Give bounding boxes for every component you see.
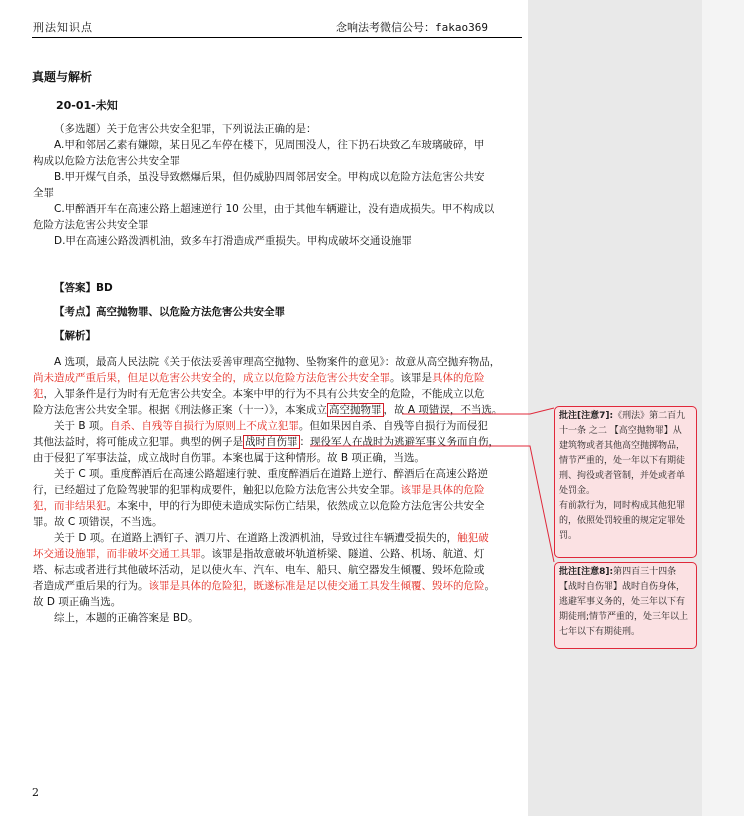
header-right-wechat: 念响法考微信公号：fakao369 (336, 21, 488, 34)
comment-2-line-1 (559, 565, 692, 580)
plain-text: 。但如果因自杀、自残等自损行为而侵犯 (298, 420, 488, 432)
analysis-c-line-4: 罪。故 C 项错误，不当选。 (33, 516, 163, 528)
analysis-d-line-3: 塔、标志或者进行其他破坏活动，足以使火车、汽车、电车、船只、航空器发生倾覆、毁坏危险或 (33, 564, 485, 576)
question-option-a-cont: 构成以危险方法危害公共安全罪 (33, 155, 180, 167)
page-number: 2 (32, 786, 39, 799)
plain-text: ，入罪条件是行为时有无危害公共安全。本案中甲的行为不具有公共安全的危险，不能成立以危 (43, 388, 485, 400)
red-text: 触犯破 (457, 532, 489, 544)
comment-1-line: 的，依照处罚较重的规定定罪处 (559, 516, 686, 526)
section-title: 真题与解析 (32, 70, 93, 84)
question-option-c: C.甲醉酒开车在高速公路上超速逆行 10 公里，由于其他车辆避让，没有造成损失。甲不构成以 (54, 203, 495, 215)
plain-text: 行，已经超过了危险驾驶罪的犯罪构成要件，触犯以危险方法危害公共安全罪。 (33, 484, 401, 496)
question-option-b: B.甲开煤气自杀，虽没导致燃爆后果，但仍威胁四周邻居安全。甲构成以危险方法危害公共安 (54, 171, 485, 183)
comment-1-line: 有前款行为，同时构成其他犯罪 (559, 501, 686, 511)
comment-anchor-high-altitude[interactable]: 高空抛物罪 (329, 404, 382, 416)
comment-1-line: 建筑物或者其他高空抛掷物品， (559, 441, 686, 451)
plain-text: 关于 B 项。 (54, 420, 110, 432)
comment-2-line: 逃避军事义务的，处三年以下有 (559, 597, 686, 607)
analysis-conclusion: 综上，本题的正确答案是 BD。 (54, 612, 199, 624)
red-text: 犯，而非结果犯 (33, 500, 107, 512)
red-text: 坏交通设施罪，而非破坏交通工具罪 (33, 548, 201, 560)
comment-1-line: 处罚金。 (559, 486, 596, 496)
red-text: 该罪是具体的危险 (400, 484, 485, 496)
comment-2-text: 第四百三十四条 (613, 567, 677, 577)
analysis-a-line-1: A 选项，最高人民法院《关于依法妥善审理高空抛物、坠物案件的意见》：故意从高空抛弃物品， (54, 356, 501, 368)
plain-text: ，故 A 项错误，不当选。 (383, 404, 503, 416)
plain-text: 险方法危害公共安全罪。根据《刑法修正案（十一）》，本案成立 (33, 404, 327, 416)
analysis-label: 【解析】 (54, 330, 96, 342)
analysis-b-line-3: 由于侵犯了军事法益，成立战时自伤罪。本案也属于这种情形。故 B 项正确，当选。 (33, 452, 425, 464)
comment-1-label: 批注[注意7]: (559, 411, 614, 421)
question-option-b-cont: 全罪 (33, 187, 54, 199)
header-rule (32, 37, 522, 38)
analysis-b-line-2 (33, 434, 523, 450)
comment-2-line: 【战时自伤罪】战时自伤身体， (559, 582, 686, 592)
comment-1-line-1 (559, 409, 692, 424)
plain-text: 。该罪是指故意破坏轨道桥梁、隧道、公路、机场、航道、灯 (201, 548, 485, 560)
analysis-block (33, 354, 523, 626)
analysis-label-block (33, 328, 523, 344)
point-block (33, 304, 523, 320)
comment-1-line: 罚。 (559, 531, 578, 541)
comment-1-line: 情节严重的，处一年以下有期徒 (559, 456, 686, 466)
header-left-title: 刑法知识点 (33, 21, 93, 34)
analysis-a-line-3 (33, 386, 523, 402)
comment-box-1[interactable] (554, 406, 697, 558)
red-text: 该罪是具体的危险犯，既遂标准是足以使交通工具发生倾覆、毁坏的危险 (148, 580, 485, 592)
question-option-c-cont: 危险方法危害公共安全罪 (33, 219, 149, 231)
analysis-d-line-1 (33, 530, 523, 546)
analysis-d-line-4 (33, 578, 523, 594)
plain-text: 。该罪是 (390, 372, 432, 384)
plain-text: 。 (484, 580, 495, 592)
plain-text: 关于 D 项。在道路上洒钉子、洒刀片、在道路上泼洒机油，导致过往车辆遭受损失的， (54, 532, 458, 544)
analysis-d-line-2 (33, 546, 523, 562)
comment-2-line: 七年以下有期徒刑。 (559, 627, 641, 637)
answer-line: 【答案】BD (54, 282, 113, 294)
question-option-a: A.甲和邻居乙素有嫌隙，某日见乙车停在楼下，见周围没人，往下扔石块致乙车玻璃破碎，甲 (54, 139, 485, 151)
red-text: 具体的危险 (432, 372, 485, 384)
red-text: 犯 (33, 388, 44, 400)
analysis-b-line-1 (33, 418, 523, 434)
analysis-a-line-2 (33, 370, 523, 386)
comment-2-line: 期徒刑;情节严重的，处三年以上 (559, 612, 689, 622)
plain-text: 。本案中，甲的行为即使未造成实际伤亡结果，依然成立以危险方法危害公共安全 (106, 500, 485, 512)
comment-1-text: 《刑法》第二百九 (613, 411, 686, 421)
answer-block (33, 280, 523, 296)
comment-box-2[interactable] (554, 562, 697, 649)
question-block (33, 121, 523, 249)
plain-text: ：现役军人在战时为逃避军事义务而自伤， (299, 436, 499, 448)
question-code: 20-01-未知 (56, 99, 118, 112)
analysis-d-line-5: 故 D 项正确当选。 (33, 596, 122, 608)
red-text: 自杀、自残等自损行为原则上不成立犯罪 (109, 420, 299, 432)
plain-text: 者造成严重后果的行为。 (33, 580, 149, 592)
window-edge-strip (702, 0, 744, 816)
comment-1-line: 刑、拘役或者管制，并处或者单 (559, 471, 686, 481)
point-line: 【考点】高空抛物罪、以危险方法危害公共安全罪 (54, 306, 285, 318)
question-option-d: D.甲在高速公路泼洒机油，致多车打滑造成严重损失。甲构成破坏交通设施罪 (54, 235, 412, 247)
analysis-c-line-1: 关于 C 项。重度醉酒后在高速公路超速行驶、重度醉酒后在道路上逆行、醉酒后在高速公路逆 (54, 468, 489, 480)
analysis-c-line-2 (33, 482, 523, 498)
plain-text: 其他法益时，将可能成立犯罪。典型的例子是 (33, 436, 243, 448)
question-stem: （多选题）关于危害公共安全犯罪，下列说法正确的是： (54, 123, 317, 135)
analysis-a-line-4 (33, 402, 523, 418)
comment-1-line: 十一条 之二 【高空抛物罪】从 (559, 426, 682, 436)
comment-anchor-self-injury[interactable]: 战时自伤罪 (245, 436, 298, 448)
comment-2-label: 批注[注意8]: (559, 567, 614, 577)
red-text: 尚未造成严重后果，但足以危害公共安全的，成立以危险方法危害公共安全罪 (33, 372, 390, 384)
analysis-c-line-3 (33, 498, 523, 514)
